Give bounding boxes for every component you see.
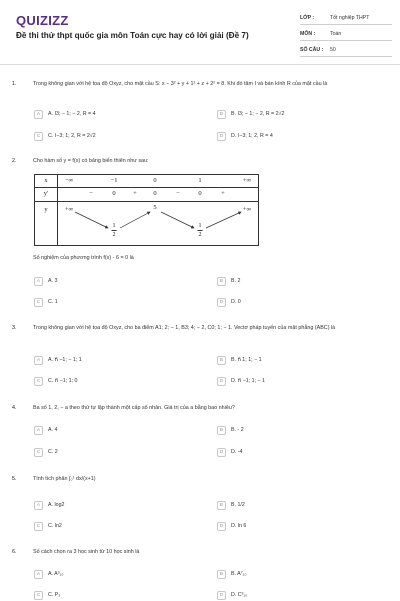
answer-option[interactable] xyxy=(217,296,241,308)
row-label-yprime: y' xyxy=(43,190,49,197)
option-text: A. 3 xyxy=(48,278,58,284)
answer-option[interactable] xyxy=(34,589,60,601)
option-text: C. 1 xyxy=(48,299,58,305)
yprime-sign: 0 xyxy=(198,190,202,197)
yprime-sign: − xyxy=(176,190,180,197)
answer-option[interactable] xyxy=(34,275,57,287)
x-value: 0 xyxy=(153,177,157,184)
answer-option[interactable] xyxy=(34,296,58,308)
option-letter-box: A xyxy=(34,277,43,286)
option-letter-box: C xyxy=(34,377,43,386)
y-value: 5 xyxy=(153,204,157,211)
question-stem: Tính tích phân ∫₀¹ dx/(x+1) xyxy=(33,476,96,482)
fraction-denominator: 2 xyxy=(112,231,116,238)
question-number: 3. xyxy=(12,325,17,331)
answer-option[interactable] xyxy=(217,520,246,532)
meta-value: 50 xyxy=(330,47,336,53)
answer-option[interactable] xyxy=(34,108,96,120)
variation-arrows xyxy=(35,175,258,245)
option-letter-box: C xyxy=(34,591,43,600)
option-letter-box: A xyxy=(34,501,43,510)
option-letter-box: B xyxy=(217,356,226,365)
option-text: D. I−3; 1; 2, R = 4 xyxy=(231,133,273,139)
option-text: C. P₃ xyxy=(48,592,61,598)
yprime-sign: + xyxy=(221,190,225,197)
answer-option[interactable] xyxy=(34,130,96,142)
option-text: A. A³₁₀ xyxy=(48,571,64,577)
option-text: A. 4 xyxy=(48,427,58,433)
y-value: +∞ xyxy=(242,206,252,213)
question-stem: Ba số 1, 2, − a theo thứ tự lập thành một cấp số nhân. Giá trị của a bằng bao nhiêu? xyxy=(33,405,235,411)
option-letter-box: A xyxy=(34,356,43,365)
option-text: D. 0 xyxy=(231,299,241,305)
variation-table xyxy=(34,174,259,246)
option-text: B. 2 xyxy=(231,278,241,284)
option-letter-box: B xyxy=(217,110,226,119)
arrow-down xyxy=(161,212,194,228)
yprime-sign: 0 xyxy=(112,190,116,197)
question-number: 1. xyxy=(12,81,17,87)
answer-option[interactable] xyxy=(34,375,77,387)
option-letter-box: B xyxy=(217,277,226,286)
option-letter-box: B xyxy=(217,501,226,510)
option-letter-box: D xyxy=(217,298,226,307)
question-stem: Số nghiệm của phương trình f(x) - 6 = 0 là xyxy=(33,255,134,261)
option-letter-box: B xyxy=(217,570,226,579)
x-value: 1 xyxy=(198,177,202,184)
answer-option[interactable] xyxy=(217,446,242,458)
option-letter-box: A xyxy=(34,110,43,119)
option-text: A. log2 xyxy=(48,502,65,508)
option-text: C. 2 xyxy=(48,449,58,455)
question-number: 4. xyxy=(12,405,17,411)
option-letter-box: D xyxy=(217,377,226,386)
answer-option[interactable] xyxy=(217,568,247,580)
option-text: B. n⃗ 1; 1; − 1 xyxy=(231,357,262,363)
option-letter-box: C xyxy=(34,448,43,457)
option-letter-box: C xyxy=(34,132,43,141)
fraction-denominator: 2 xyxy=(198,231,202,238)
option-text: A. I3; − 1; − 2, R = 4 xyxy=(48,111,96,117)
meta-row-class xyxy=(300,12,392,25)
fraction-numerator: 1 xyxy=(198,223,202,229)
arrow-up xyxy=(120,212,150,228)
option-letter-box: C xyxy=(34,522,43,531)
page-title: Đề thi thử thpt quốc gia môn Toán cực hay có lời giải (Đề 7) xyxy=(16,31,249,40)
answer-option[interactable] xyxy=(217,354,262,366)
worksheet-header xyxy=(0,0,400,64)
answer-option[interactable] xyxy=(34,354,82,366)
option-text: D. C³₁₀ xyxy=(231,592,248,598)
header-divider xyxy=(0,64,400,65)
fraction-numerator: 1 xyxy=(112,223,116,229)
yprime-sign: + xyxy=(133,190,137,197)
answer-option[interactable] xyxy=(217,275,240,287)
answer-option[interactable] xyxy=(34,520,62,532)
y-value: +∞ xyxy=(64,206,74,213)
option-text: D. n⃗ −1; 1; − 1 xyxy=(231,378,265,384)
arrow-down xyxy=(75,212,108,228)
answer-option[interactable] xyxy=(34,424,57,436)
yprime-sign: 0 xyxy=(153,190,157,197)
meta-key: MÔN : xyxy=(300,31,316,37)
row-label-y: y xyxy=(44,206,48,213)
meta-row-subject xyxy=(300,28,392,41)
question-stem: Trong không gian với hệ tọa độ Oxyz, cho mặt cầu S: x − 3² + y + 1² + z + 2² = 8. Khi đó tâm I và bán kính R của mặt cầu là xyxy=(33,81,328,87)
answer-option[interactable] xyxy=(217,130,273,142)
quizizz-logo: QUIZIZZ xyxy=(16,13,69,28)
option-text: C. n⃗ −1; 1; 0 xyxy=(48,378,78,384)
question-stem: Trong không gian với hệ tọa độ Oxyz, cho ba điểm A1; 2; − 1, B3; 4; − 2, C0; 1; − 1. Vectơ pháp tuyến của mặt phẳng (ABC) là xyxy=(33,325,336,331)
option-text: C. I−3; 1; 2, R = 2√2 xyxy=(48,133,96,139)
row-label-x: x xyxy=(44,177,48,184)
option-text: A. n⃗ −1; − 1; 1 xyxy=(48,357,82,363)
option-letter-box: D xyxy=(217,522,226,531)
question-number: 6. xyxy=(12,549,17,555)
option-letter-box: C xyxy=(34,298,43,307)
meta-key: LỚP : xyxy=(300,15,315,21)
option-text: D. ln 6 xyxy=(231,523,247,529)
meta-value: Toán xyxy=(330,31,342,37)
answer-option[interactable] xyxy=(217,424,244,436)
option-text: B. - 2 xyxy=(231,427,244,433)
answer-option[interactable] xyxy=(217,589,247,601)
option-text: D. -4 xyxy=(231,449,243,455)
answer-option[interactable] xyxy=(34,568,63,580)
meta-panel xyxy=(300,12,392,60)
question-number: 5. xyxy=(12,476,17,482)
x-value: −1 xyxy=(110,177,118,184)
answer-option[interactable] xyxy=(217,375,265,387)
meta-row-count xyxy=(300,44,392,57)
option-letter-box: D xyxy=(217,591,226,600)
option-letter-box: B xyxy=(217,426,226,435)
question-number: 2. xyxy=(12,158,17,164)
yprime-sign: − xyxy=(89,190,93,197)
arrow-up xyxy=(206,212,241,228)
answer-option[interactable] xyxy=(217,499,245,511)
meta-value: Tốt nghiệp THPT xyxy=(330,15,370,21)
option-letter-box: A xyxy=(34,570,43,579)
question-stem: Số cách chọn ra 3 học sinh từ 10 học sinh là xyxy=(33,549,140,555)
answer-option[interactable] xyxy=(34,499,65,511)
meta-key: SỐ CÂU : xyxy=(300,47,324,53)
x-value: +∞ xyxy=(242,177,252,184)
option-text: B. A⁷₁₀ xyxy=(231,571,247,577)
option-letter-box: D xyxy=(217,448,226,457)
option-text: C. ln2 xyxy=(48,523,62,529)
option-letter-box: D xyxy=(217,132,226,141)
option-letter-box: A xyxy=(34,426,43,435)
answer-option[interactable] xyxy=(34,446,58,458)
question-stem: Cho hàm số y = f(x) có bảng biến thiên như sau: xyxy=(33,158,149,164)
x-value: −∞ xyxy=(64,177,74,184)
option-text: B. 1/2 xyxy=(231,502,245,508)
option-text: B. I3; − 1; − 2, R = 2√2 xyxy=(231,111,285,117)
answer-option[interactable] xyxy=(217,108,284,120)
